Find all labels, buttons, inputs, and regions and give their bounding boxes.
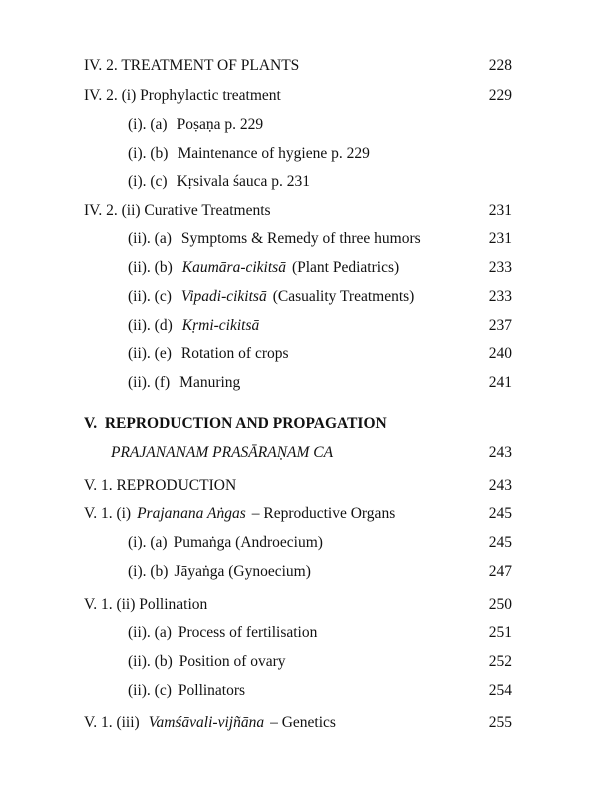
toc-entry-prophylactic-treatment bbox=[84, 86, 281, 106]
toc-page-number: 250 bbox=[488, 596, 512, 613]
toc-subentry-text: Rotation of crops bbox=[180, 345, 289, 362]
toc-chapter-heading bbox=[84, 414, 387, 434]
toc-subentry-process-of-fertilisation bbox=[128, 623, 317, 643]
toc-subentry-krsivala-sauca bbox=[128, 172, 310, 192]
toc-entry-label: V. 1. REPRODUCTION bbox=[84, 477, 237, 494]
toc-subentry-position-of-ovary bbox=[128, 652, 286, 672]
toc-page-number: 228 bbox=[488, 57, 512, 74]
toc-subentry-number: (ii). (a) bbox=[128, 230, 172, 247]
toc-page-number: 255 bbox=[488, 714, 512, 731]
toc-subentry-maintenance-of-hygiene bbox=[128, 144, 370, 164]
toc-entry-sanskrit-term: Vamśāvali-vijñāna bbox=[148, 714, 265, 731]
toc-subentry-number: (ii). (b) bbox=[128, 653, 173, 670]
toc-subentry-number: (ii). (e) bbox=[128, 345, 172, 362]
toc-subentry-number: (i). (a) bbox=[128, 534, 168, 551]
toc-subentry-text: Jāyaṅga (Gynoecium) bbox=[174, 563, 311, 580]
toc-entry-reproduction bbox=[84, 476, 236, 496]
toc-entry-number: V. 1. (i) bbox=[84, 505, 132, 522]
toc-chapter-subtitle bbox=[111, 443, 333, 463]
toc-entry-prajanana-angas bbox=[84, 504, 395, 524]
toc-subentry-rotation-of-crops bbox=[128, 344, 289, 364]
toc-page-number: 247 bbox=[488, 563, 512, 580]
toc-subentry-sanskrit-term: Kṛmi-cikitsā bbox=[181, 317, 260, 334]
toc-entry-treatment-of-plants bbox=[84, 56, 299, 76]
toc-subentry-number: (ii). (b) bbox=[128, 259, 173, 276]
toc-subentry-vipadi-cikitsa bbox=[128, 287, 414, 307]
toc-chapter-sanskrit-title: PRAJANANAM PRASĀRAṆAM CA bbox=[111, 444, 334, 461]
toc-page-number: 243 bbox=[488, 477, 512, 494]
toc-page-number: 240 bbox=[488, 345, 512, 362]
toc-entry-sanskrit-term: Prajanana Aṅgas bbox=[137, 505, 246, 522]
toc-entry-number: V. 1. (iii) bbox=[84, 714, 140, 731]
toc-subentry-number: (ii). (a) bbox=[128, 624, 172, 641]
toc-page-number: 254 bbox=[488, 682, 512, 699]
toc-chapter-title: V. REPRODUCTION AND PROPAGATION bbox=[84, 415, 387, 432]
toc-subentry-text: Manuring bbox=[179, 374, 241, 391]
toc-page-number: 233 bbox=[488, 288, 512, 305]
toc-entry-label: V. 1. (ii) Pollination bbox=[84, 596, 208, 613]
toc-subentry-symptoms-remedy bbox=[128, 229, 421, 249]
toc-subentry-number: (i). (b) bbox=[128, 563, 169, 580]
toc-page-number: 237 bbox=[488, 317, 512, 334]
toc-subentry-pumanga bbox=[128, 533, 323, 553]
toc-subentry-number: (i). (a) bbox=[128, 116, 168, 133]
toc-subentry-text: Symptoms & Remedy of three humors bbox=[180, 230, 421, 247]
toc-subentry-text: Poṣaṇa p. 229 bbox=[176, 116, 264, 133]
toc-subentry-kaumara-cikitsa bbox=[128, 258, 399, 278]
toc-page-number: 229 bbox=[488, 87, 512, 104]
toc-entry-label: IV. 2. (i) Prophylactic treatment bbox=[84, 87, 281, 104]
toc-entry-text: – Reproductive Organs bbox=[251, 505, 396, 522]
toc-subentry-posana bbox=[128, 115, 263, 135]
toc-entry-label: IV. 2. (ii) Curative Treatments bbox=[84, 202, 271, 219]
toc-subentry-sanskrit-term: Vipadi-cikitsā bbox=[180, 288, 267, 305]
toc-subentry-manuring bbox=[128, 373, 240, 393]
toc-subentry-text: Process of fertilisation bbox=[177, 624, 318, 641]
toc-subentry-sanskrit-term: Kaumāra-cikitsā bbox=[181, 259, 286, 276]
toc-entry-text: – Genetics bbox=[270, 714, 336, 731]
toc-subentry-number: (ii). (c) bbox=[128, 682, 172, 699]
toc-page-number: 233 bbox=[488, 259, 512, 276]
toc-entry-pollination bbox=[84, 595, 207, 615]
toc-page-number: 252 bbox=[488, 653, 512, 670]
toc-subentry-number: (ii). (d) bbox=[128, 317, 173, 334]
toc-page-number: 243 bbox=[488, 444, 512, 461]
toc-page-number: 245 bbox=[488, 505, 512, 522]
toc-subentry-number: (i). (c) bbox=[128, 173, 168, 190]
toc-subentry-text: Maintenance of hygiene p. 229 bbox=[177, 145, 370, 162]
toc-page-number: 231 bbox=[488, 202, 512, 219]
toc-subentry-jayanga bbox=[128, 562, 311, 582]
toc-page-number: 231 bbox=[488, 230, 512, 247]
toc-subentry-text: Pumaṅga (Androecium) bbox=[173, 534, 323, 551]
toc-subentry-text: (Casuality Treatments) bbox=[272, 288, 415, 305]
toc-subentry-number: (ii). (c) bbox=[128, 288, 172, 305]
toc-entry-genetics bbox=[84, 713, 336, 733]
toc-page-number: 245 bbox=[488, 534, 512, 551]
toc-subentry-text: Pollinators bbox=[177, 682, 246, 699]
toc-subentry-number: (ii). (f) bbox=[128, 374, 171, 391]
toc-subentry-pollinators bbox=[128, 681, 245, 701]
toc-subentry-number: (i). (b) bbox=[128, 145, 169, 162]
toc-page-number: 241 bbox=[488, 374, 512, 391]
toc-page-number: 251 bbox=[488, 624, 512, 641]
toc-subentry-text: Kṛsivala śauca p. 231 bbox=[176, 173, 311, 190]
toc-entry-curative-treatments bbox=[84, 201, 271, 221]
toc-entry-label: IV. 2. TREATMENT OF PLANTS bbox=[84, 57, 300, 74]
toc-subentry-text: Position of ovary bbox=[178, 653, 286, 670]
toc-subentry-krmi-cikitsa bbox=[128, 316, 259, 336]
toc-subentry-text: (Plant Pediatrics) bbox=[291, 259, 400, 276]
